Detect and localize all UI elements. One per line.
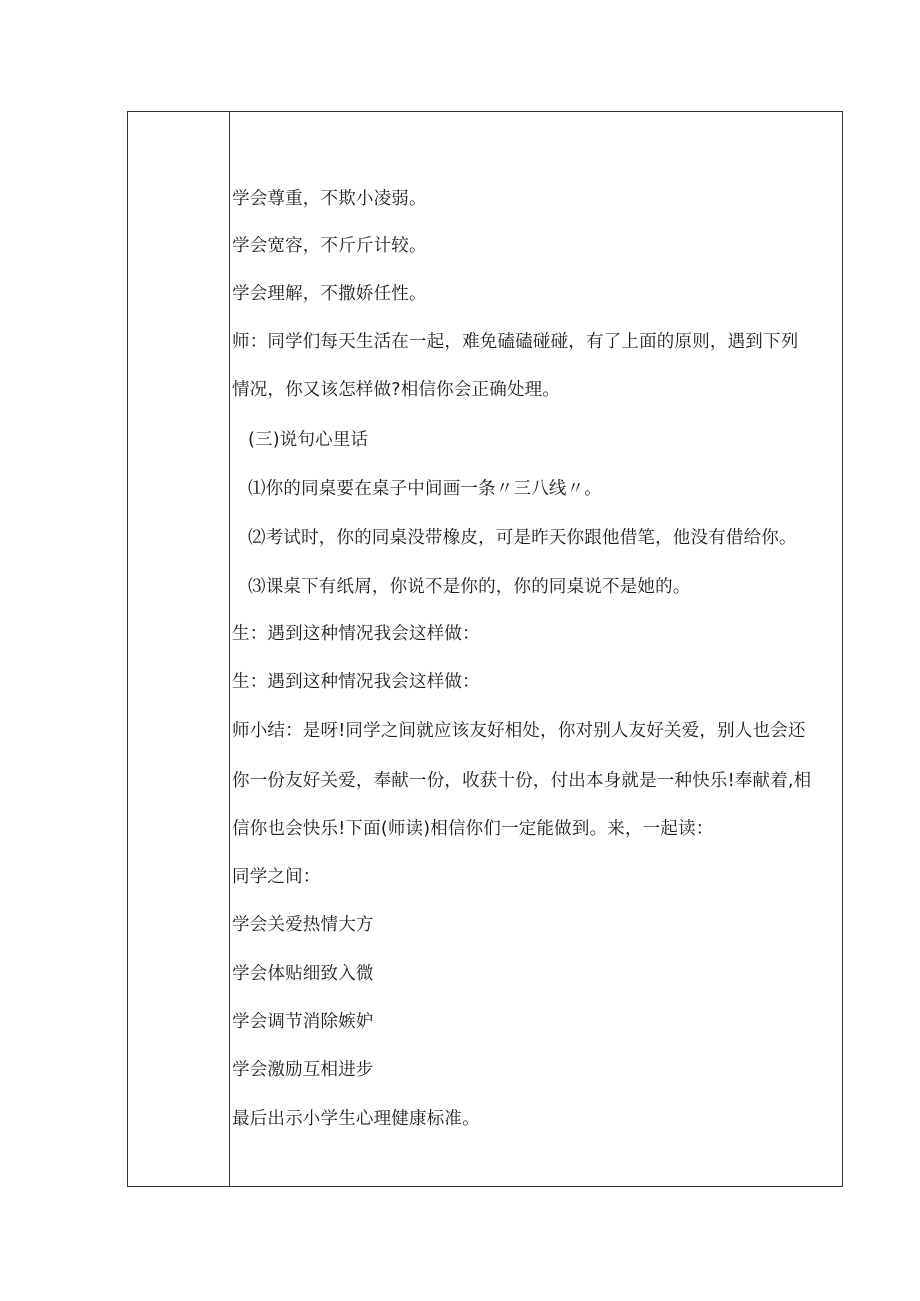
text-line: 学会体贴细致入微 [232, 964, 374, 984]
text-line: 信你也会快乐!下面(师读)相信你们一定能做到。来，一起读： [232, 819, 714, 839]
text-line: 生：遇到这种情况我会这样做： [232, 672, 480, 692]
text-line: 生：遇到这种情况我会这样做： [232, 624, 480, 644]
text-line: 最后出示小学生心理健康标准。 [232, 1109, 480, 1129]
content-cell [230, 112, 842, 1186]
scenario-item: ⑶课桌下有纸屑，你说不是你的，你的同桌说不是她的。 [248, 577, 691, 597]
scenario-item: ⑴你的同桌要在桌子中间画一条〃三八线〃。 [248, 479, 602, 499]
text-line: 学会调节消除嫉妒 [232, 1012, 374, 1032]
text-line: 你一份友好关爱，奉献一份，收获十份，付出本身就是一种快乐!奉献着,相 [232, 771, 812, 791]
text-line: 学会激励互相进步 [232, 1060, 374, 1080]
document-table [127, 111, 843, 1187]
text-line: 学会关爱热情大方 [232, 915, 374, 935]
text-line: 同学之间： [232, 867, 321, 887]
scenario-item: ⑵考试时，你的同桌没带橡皮，可是昨天你跟他借笔，他没有借给你。 [248, 528, 797, 548]
section-heading: (三)说句心里话 [248, 430, 369, 450]
text-line: 学会理解，不撒娇任性。 [232, 284, 427, 304]
text-line: 学会尊重，不欺小凌弱。 [232, 189, 427, 209]
text-line: 情况，你又该怎样做?相信你会正确处理。 [232, 380, 561, 400]
text-line: 师：同学们每天生活在一起，难免磕磕碰碰，有了上面的原则，遇到下列 [232, 332, 799, 352]
text-line: 学会宽容，不斤斤计较。 [232, 236, 427, 256]
text-line: 师小结：是呀!同学之间就应该友好相处，你对别人友好关爱，别人也会还 [232, 721, 806, 741]
